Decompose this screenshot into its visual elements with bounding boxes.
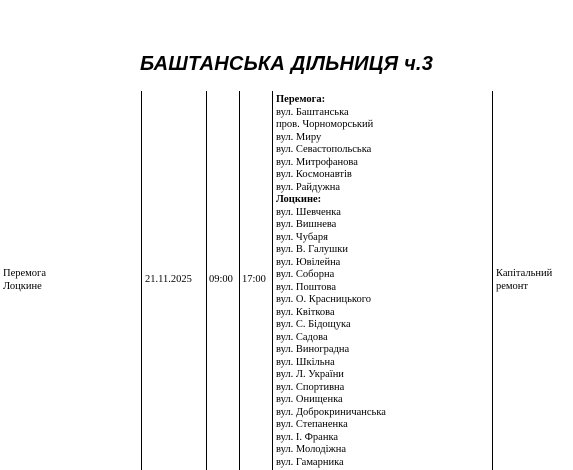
street-item: пров. Чорноморський — [276, 119, 374, 130]
street-item: вул. О. Красницького — [276, 294, 372, 305]
column-divider — [206, 91, 207, 470]
start-time-cell: 09:00 — [209, 274, 233, 285]
street-item: вул. Ювілейна — [276, 256, 341, 268]
street-item: вул. Шевченка — [276, 206, 341, 218]
reason-cell — [496, 268, 552, 293]
reason-text: ремонт — [496, 280, 529, 292]
settlement-name: Лоцкине — [3, 280, 42, 292]
street-item: вул. Молодіжна — [276, 444, 347, 455]
street-item: вул. Квіткова — [276, 306, 335, 318]
street-item: вул. Онищенка — [276, 394, 343, 405]
page-title: БАШТАНСЬКА ДІЛЬНИЦЯ ч.3 — [139, 53, 434, 75]
settlement-cell — [3, 268, 46, 293]
column-divider — [141, 91, 142, 470]
street-item: вул. Митрофанова — [276, 156, 358, 168]
end-time-cell: 17:00 — [242, 274, 266, 285]
street-list — [276, 94, 386, 469]
street-item: вул. І. Франка — [276, 431, 339, 443]
street-item: вул. Виноградна — [276, 344, 350, 355]
street-item: вул. Садова — [276, 331, 328, 343]
date-cell: 21.11.2025 — [145, 274, 192, 285]
street-item: вул. В. Галушки — [276, 244, 348, 255]
reason-text: Капітальний — [496, 268, 553, 279]
street-item: вул. Шкільна — [276, 356, 335, 368]
street-item: вул. Доброкриничанська — [276, 406, 386, 418]
street-item: вул. Гамарника — [276, 456, 344, 468]
street-item: вул. Чубаря — [276, 231, 328, 243]
street-item: вул. Баштанська — [276, 106, 349, 118]
street-item: вул. Космонавтів — [276, 169, 352, 180]
street-item: вул. Миру — [276, 131, 322, 143]
street-item: вул. Поштова — [276, 281, 336, 293]
street-item: вул. Соборна — [276, 269, 335, 280]
settlement-heading: Лоцкине: — [276, 194, 322, 205]
street-item: вул. Л. України — [276, 369, 344, 380]
street-item: вул. Спортивна — [276, 381, 345, 393]
street-item: вул. Райдужна — [276, 181, 340, 193]
column-divider — [492, 91, 493, 470]
street-item: вул. Вишнева — [276, 219, 337, 230]
street-item: вул. Севастопольська — [276, 144, 372, 155]
outage-table — [0, 91, 573, 470]
settlement-name: Перемога — [3, 268, 47, 279]
street-item: вул. Степаненка — [276, 419, 348, 430]
street-item: вул. С. Бідощука — [276, 319, 351, 330]
column-divider — [272, 91, 273, 470]
settlement-heading: Перемога: — [276, 94, 326, 105]
column-divider — [239, 91, 240, 470]
